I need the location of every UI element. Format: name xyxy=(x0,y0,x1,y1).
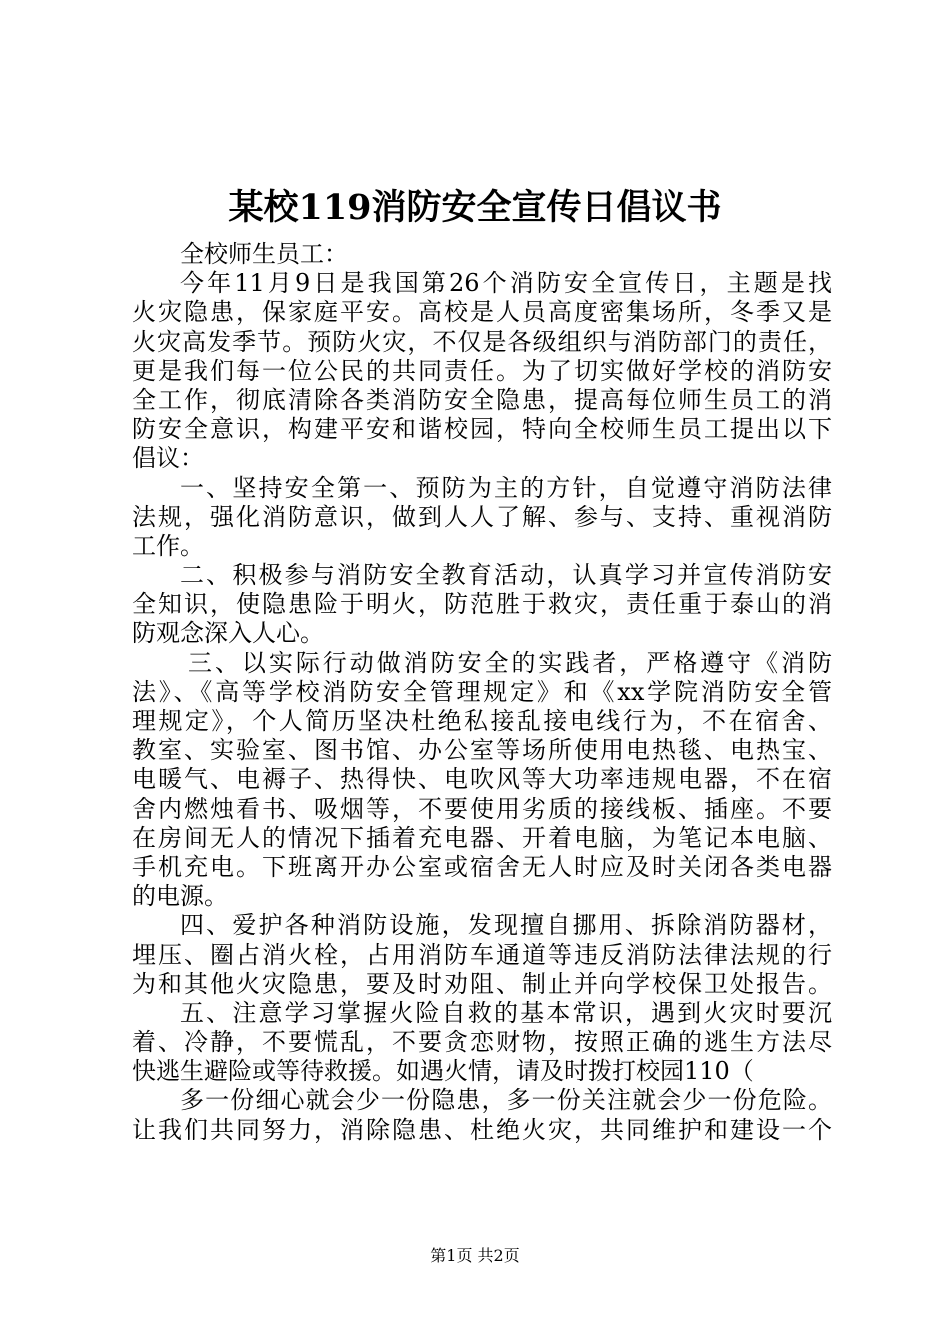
paragraph-line: 教室、实验室、图书馆、办公室等场所使用电热毯、电热宝、 xyxy=(132,736,832,765)
paragraph-line: 工作。 xyxy=(132,531,204,560)
paragraph-line: 全知识，使隐患险于明火，防范胜于救灾，责任重于泰山的消 xyxy=(132,590,832,619)
paragraph-line: 更是我们每一位公民的共同责任。为了切实做好学校的消防安 xyxy=(132,356,832,385)
paragraph-line: 为和其他火灾隐患，要及时劝阻、制止并向学校保卫处报告。 xyxy=(132,969,832,998)
paragraph-line: 多一份细心就会少一份隐患，多一份关注就会少一份危险。 xyxy=(180,1086,832,1115)
paragraph-line: 今年11月9日是我国第26个消防安全宣传日，主题是找 xyxy=(180,269,832,298)
paragraph-line: 舍内燃烛看书、吸烟等，不要使用劣质的接线板、插座。不要 xyxy=(132,794,832,823)
paragraph-line: 让我们共同努力，消除隐患、杜绝火灾，共同维护和建设一个 xyxy=(132,1115,832,1144)
paragraph-line: 手机充电。下班离开办公室或宿舍无人时应及时关闭各类电器 xyxy=(132,852,832,881)
paragraph-line: 倡议： xyxy=(132,444,204,473)
paragraph-line: 快逃生避险或等待救援。如遇火情，请及时拨打校园110（ xyxy=(132,1057,754,1086)
paragraph-line: 法》、《高等学校消防安全管理规定》和《xx学院消防安全管 xyxy=(132,677,832,706)
paragraph-line: 在房间无人的情况下插着充电器、开着电脑，为笔记本电脑、 xyxy=(132,823,832,852)
paragraph-line: 火灾隐患，保家庭平安。高校是人员高度密集场所，冬季又是 xyxy=(132,298,832,327)
paragraph-line: 防安全意识，构建平安和谐校园，特向全校师生员工提出以下 xyxy=(132,415,832,444)
paragraph-line: 一、坚持安全第一、预防为主的方针，自觉遵守消防法律 xyxy=(180,473,832,502)
paragraph-line: 的电源。 xyxy=(132,882,228,911)
paragraph-line: 二、积极参与消防安全教育活动，认真学习并宣传消防安 xyxy=(180,561,832,590)
paragraph-line: 防观念深入人心。 xyxy=(132,619,324,648)
paragraph-line: 三、以实际行动做消防安全的实践者，严格遵守《消防 xyxy=(188,648,832,677)
paragraph-line: 五、注意学习掌握火险自救的基本常识，遇到火灾时要沉 xyxy=(180,998,832,1027)
paragraph-line: 着、冷静，不要慌乱，不要贪恋财物，按照正确的逃生方法尽 xyxy=(132,1028,832,1057)
paragraph-line: 四、爱护各种消防设施，发现擅自挪用、拆除消防器材， xyxy=(180,911,832,940)
document-body xyxy=(132,240,832,1145)
paragraph-line: 法规，强化消防意识，做到人人了解、参与、支持、重视消防 xyxy=(132,502,832,531)
paragraph-line: 火灾高发季节。预防火灾，不仅是各级组织与消防部门的责任， xyxy=(132,327,832,356)
paragraph-line: 全校师生员工： xyxy=(180,240,348,268)
paragraph-line: 电暖气、电褥子、热得快、电吹风等大功率违规电器，不在宿 xyxy=(132,765,832,794)
paragraph-line: 全工作，彻底清除各类消防安全隐患，提高每位师生员工的消 xyxy=(132,385,832,414)
document-title: 某校119消防安全宣传日倡议书 xyxy=(228,187,722,228)
paragraph-line: 理规定》，个人简历坚决杜绝私接乱接电线行为，不在宿舍、 xyxy=(132,707,832,735)
page-footer: 第1页 共2页 xyxy=(430,1246,520,1265)
paragraph-line: 埋压、圈占消火栓，占用消防车通道等违反消防法律法规的行 xyxy=(132,940,832,969)
